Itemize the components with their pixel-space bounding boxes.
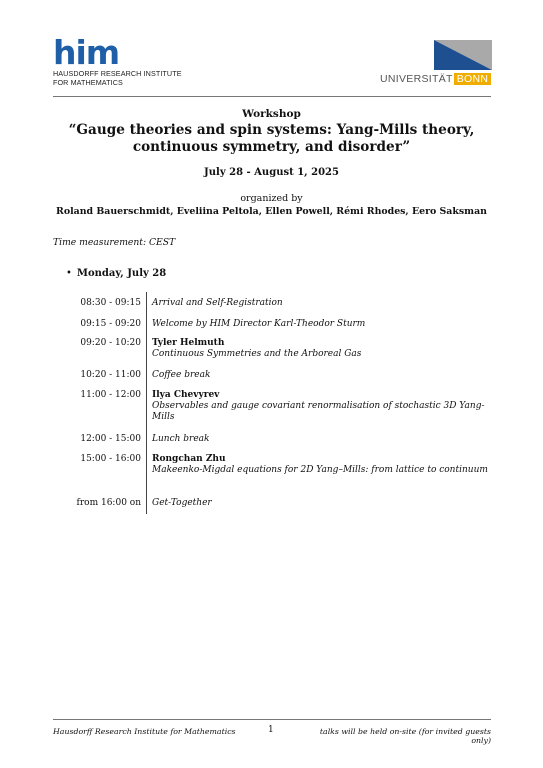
slot-time: 11:00 - 12:00 xyxy=(80,390,141,400)
slot-time: 10:20 - 11:00 xyxy=(80,370,141,380)
him-logo-word: him xyxy=(53,33,120,72)
him-logo xyxy=(53,33,182,87)
slot-description: Get-Together xyxy=(152,498,212,508)
event-title: “Gauge theories and spin systems: Yang-Mills theory, continuous symmetry, and disorder” xyxy=(68,122,475,155)
speaker-name: Rongchan Zhu xyxy=(152,454,226,464)
day-heading: • Monday, July 28 xyxy=(66,268,167,279)
speaker-name: Tyler Helmuth xyxy=(152,338,225,348)
talk-title: Observables and gauge covariant renormalisation of stochastic 3D Yang-Mills xyxy=(152,401,485,422)
footer-divider xyxy=(53,719,491,720)
header-divider xyxy=(53,96,491,97)
event-dates: July 28 - August 1, 2025 xyxy=(204,167,339,178)
organized-by-label: organized by xyxy=(240,193,303,204)
footer-institute: Hausdorff Research Institute for Mathematics xyxy=(53,727,236,736)
slot-time: 09:20 - 10:20 xyxy=(80,338,141,348)
slot-description: Welcome by HIM Director Karl-Theodor Sturm xyxy=(152,319,366,329)
him-logo-subtitle: HAUSDORFF RESEARCH INSTITUTE FOR MATHEMATICS xyxy=(53,69,182,87)
timezone-note: Time measurement: CEST xyxy=(53,237,176,248)
footer-note: talks will be held on-site (for invited guests only) xyxy=(319,727,491,745)
slot-time: from 16:00 on xyxy=(76,498,141,508)
slot-time: 09:15 - 09:20 xyxy=(80,319,141,329)
page-number: 1 xyxy=(268,725,274,735)
event-kicker: Workshop xyxy=(242,108,301,120)
organizers-list: Roland Bauerschmidt, Eveliina Peltola, Ellen Powell, Rémi Rhodes, Eero Saksman xyxy=(56,206,487,217)
slot-description: Arrival and Self-Registration xyxy=(152,298,283,308)
slot-time: 08:30 - 09:15 xyxy=(80,298,141,308)
slot-time: 12:00 - 15:00 xyxy=(80,434,141,444)
bonn-logo-text: UNIVERSITÄT BONN xyxy=(380,73,492,85)
bullet-icon: • xyxy=(66,268,72,279)
slot-description: Lunch break xyxy=(152,434,210,444)
speaker-name: Ilya Chevyrev xyxy=(152,390,220,400)
talk-title: Continuous Symmetries and the Arboreal Gas xyxy=(152,349,362,359)
schedule-divider xyxy=(146,292,147,514)
bonn-logo-graphic xyxy=(380,40,492,70)
slot-description: Coffee break xyxy=(152,370,211,380)
university-bonn-logo xyxy=(380,40,492,85)
talk-title: Makeenko-Migdal equations for 2D Yang–Mills: from lattice to continuum xyxy=(152,465,488,475)
slot-time: 15:00 - 16:00 xyxy=(80,454,141,464)
